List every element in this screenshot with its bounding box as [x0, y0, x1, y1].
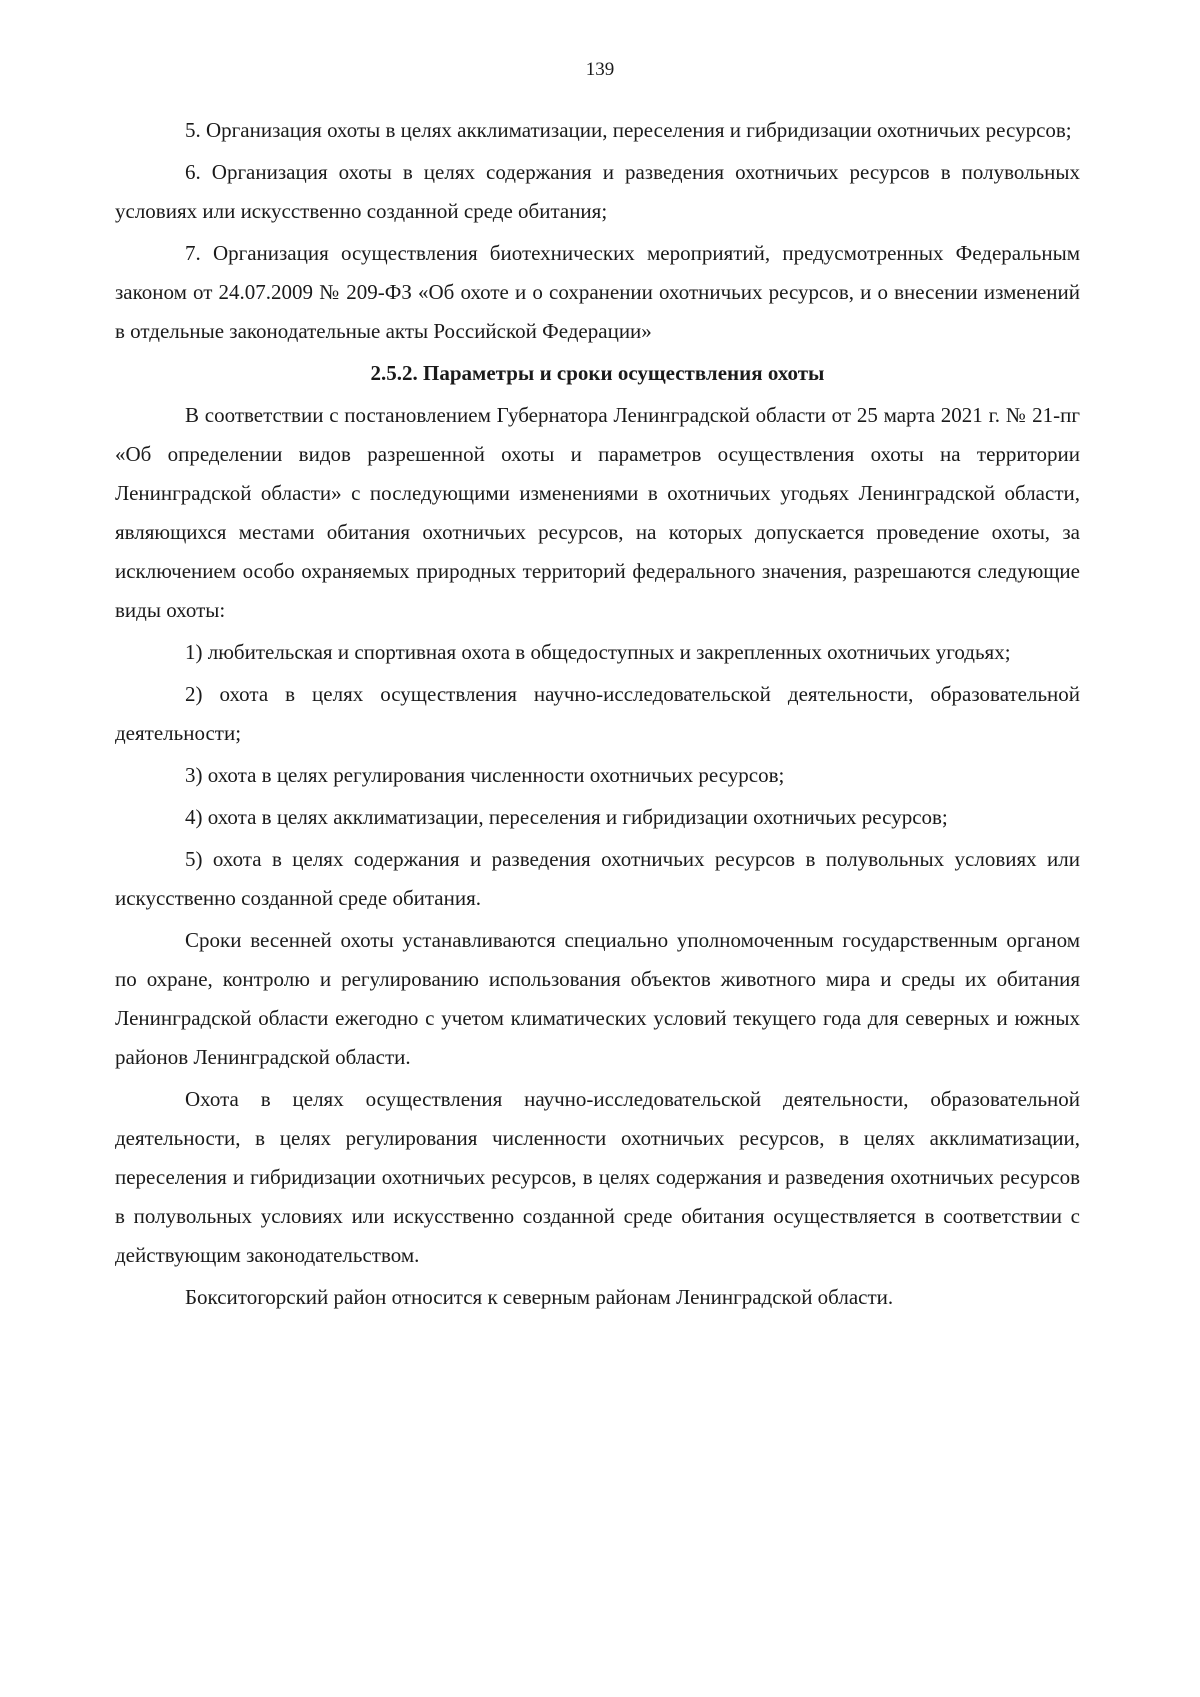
- hunt-type-item-1: 1) любительская и спортивная охота в общедоступных и закрепленных охотничьих угодьях;: [185, 640, 1011, 664]
- hunt-type-item-4: 4) охота в целях акклиматизации, переселения и гибридизации охотничьих ресурсов;: [185, 805, 948, 829]
- document-body: [115, 111, 1080, 1320]
- section-heading: 2.5.2. Параметры и сроки осуществления охоты: [370, 361, 825, 385]
- hunt-type-item-3: 3) охота в целях регулирования численности охотничьих ресурсов;: [185, 763, 785, 787]
- other-hunting-paragraph: Охота в целях осуществления научно-исследовательской деятельности, образовательной деятельности, в целях регулирования численности охотничьих ресурсов, в целях акклиматизации, переселения и гибридизации охотничьих ресурсов, в целях содержания и разведения охотничьих ресурсов в полувольных условиях или искусственно созданной среде обитания осуществляется в соответствии с действующим законодательством.: [115, 1087, 1080, 1267]
- hunt-type-item-2: 2) охота в целях осуществления научно-исследовательской деятельности, образовательной деятельности;: [115, 682, 1080, 745]
- intro-item-5: 5. Организация охоты в целях акклиматизации, переселения и гибридизации охотничьих ресурсов;: [185, 118, 1072, 142]
- intro-item-6: 6. Организация охоты в целях содержания и разведения охотничьих ресурсов в полувольных условиях или искусственно созданной среде обитания;: [115, 160, 1080, 223]
- intro-item-7: 7. Организация осуществления биотехнических мероприятий, предусмотренных Федеральным законом от 24.07.2009 № 209-ФЗ «Об охоте и о сохранении охотничьих ресурсов, и о внесении изменений в отдельные законодательные акты Российской Федерации»: [115, 241, 1080, 343]
- district-note-paragraph: Бокситогорский район относится к северным районам Ленинградской области.: [185, 1285, 894, 1309]
- spring-hunting-paragraph: Сроки весенней охоты устанавливаются специально уполномоченным государственным органом по охране, контролю и регулированию использования объектов животного мира и среды их обитания Ленинградской области ежегодно с учетом климатических условий текущего года для северных и южных районов Ленинградской области.: [115, 928, 1080, 1069]
- section-intro-paragraph: В соответствии с постановлением Губернатора Ленинградской области от 25 марта 2021 г. № 21-пг «Об определении видов разрешенной охоты и параметров осуществления охоты на территории Ленинградской области» с последующими изменениями в охотничьих угодьях Ленинградской области, являющихся местами обитания охотничьих ресурсов, на которых допускается проведение охоты, за исключением особо охраняемых природных территорий федерального значения, разрешаются следующие виды охоты:: [115, 403, 1080, 622]
- hunt-type-item-5: 5) охота в целях содержания и разведения охотничьих ресурсов в полувольных условиях или искусственно созданной среде обитания.: [115, 847, 1080, 910]
- page-number: 139: [585, 59, 615, 80]
